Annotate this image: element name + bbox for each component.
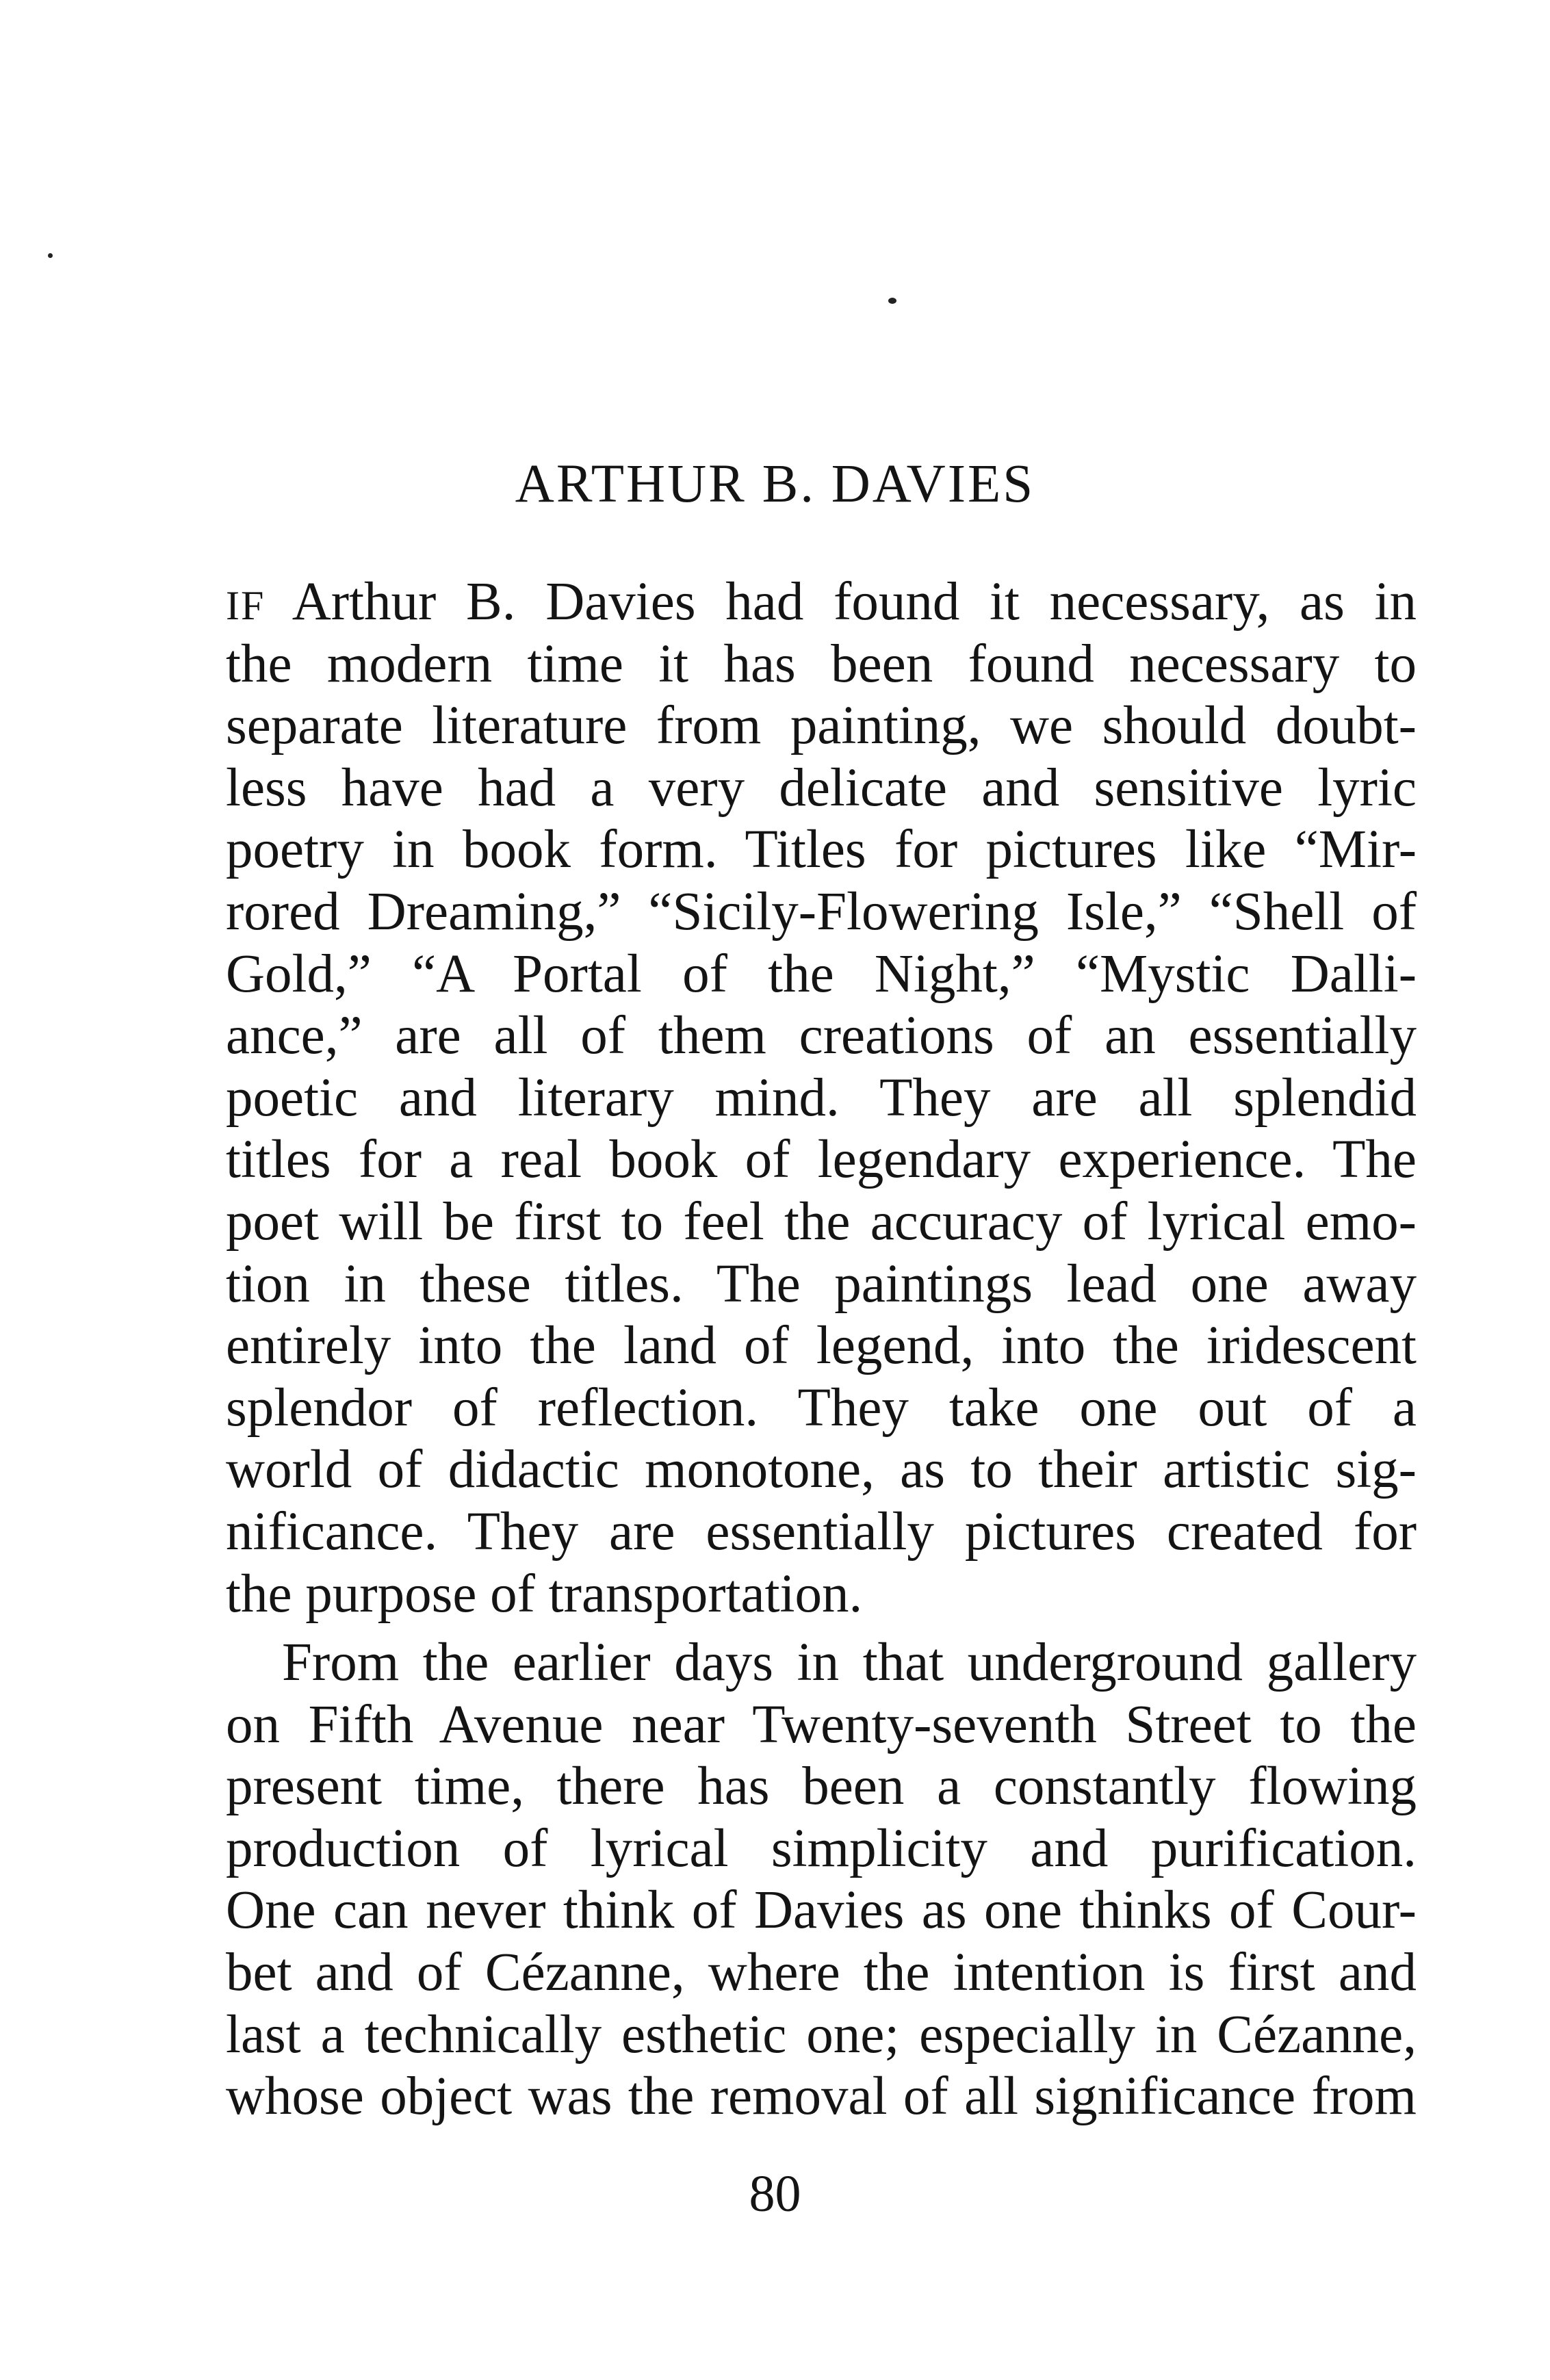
ink-speck bbox=[48, 253, 53, 258]
text-line: rored Dreaming,” “Sicily-Flowering Isle,” “Shell of bbox=[226, 881, 1417, 942]
text-line: ance,” are all of them creations of an essentially bbox=[226, 1006, 1417, 1066]
text-line: From the earlier days in that underground gallery bbox=[282, 1633, 1417, 1692]
text-line: nificance. They are essentially pictures created for bbox=[226, 1501, 1417, 1562]
text-line: poet will be first to feel the accuracy of lyrical emo- bbox=[226, 1191, 1417, 1252]
text-line: entirely into the land of legend, into the iridescent bbox=[226, 1316, 1417, 1376]
chapter-title: ARTHUR B. DAVIES bbox=[515, 454, 1035, 514]
dropcap: IF bbox=[226, 583, 266, 628]
paragraph-2 bbox=[226, 1632, 1417, 2128]
text-line: titles for a real book of legendary experience. The bbox=[226, 1130, 1417, 1190]
text-line: the purpose of transportation. bbox=[226, 1564, 863, 1624]
text-line: poetry in book form. Titles for pictures like “Mir- bbox=[226, 820, 1417, 880]
text-line: last a technically esthetic one; especially in Cézanne, bbox=[226, 2004, 1417, 2065]
text-line: bet and of Cézanne, where the intention is first and bbox=[226, 1942, 1417, 2002]
text-line: less have had a very delicate and sensitive lyric bbox=[226, 758, 1417, 818]
text-line: on Fifth Avenue near Twenty-seventh Street to the bbox=[226, 1694, 1417, 1755]
text-line: tion in these titles. The paintings lead one away bbox=[226, 1254, 1417, 1314]
text-line: production of lyrical simplicity and purification. bbox=[226, 1818, 1417, 1878]
text-line: present time, there has been a constantly flowing bbox=[226, 1757, 1417, 1817]
ink-speck bbox=[888, 298, 896, 304]
text-line: whose object was the removal of all significance from bbox=[226, 2067, 1417, 2127]
text-line: One can never think of Davies as one thinks of Cour- bbox=[226, 1880, 1417, 1941]
text-line: splendor of reflection. They take one out of a bbox=[226, 1377, 1417, 1438]
text-line: the modern time it has been found necessary to bbox=[226, 634, 1417, 694]
paragraph-1 bbox=[226, 571, 1417, 1625]
page-number: 80 bbox=[749, 2165, 801, 2223]
text-line: poetic and literary mind. They are all splendid bbox=[226, 1068, 1417, 1128]
text-line: separate literature from painting, we should doubt- bbox=[226, 696, 1417, 756]
text-line: Gold,” “A Portal of the Night,” “Mystic Dalli- bbox=[226, 944, 1417, 1004]
text-line: world of didactic monotone, as to their artistic sig- bbox=[226, 1440, 1417, 1500]
text-line: IF Arthur B. Davies had found it necessary, as in bbox=[226, 572, 1417, 632]
